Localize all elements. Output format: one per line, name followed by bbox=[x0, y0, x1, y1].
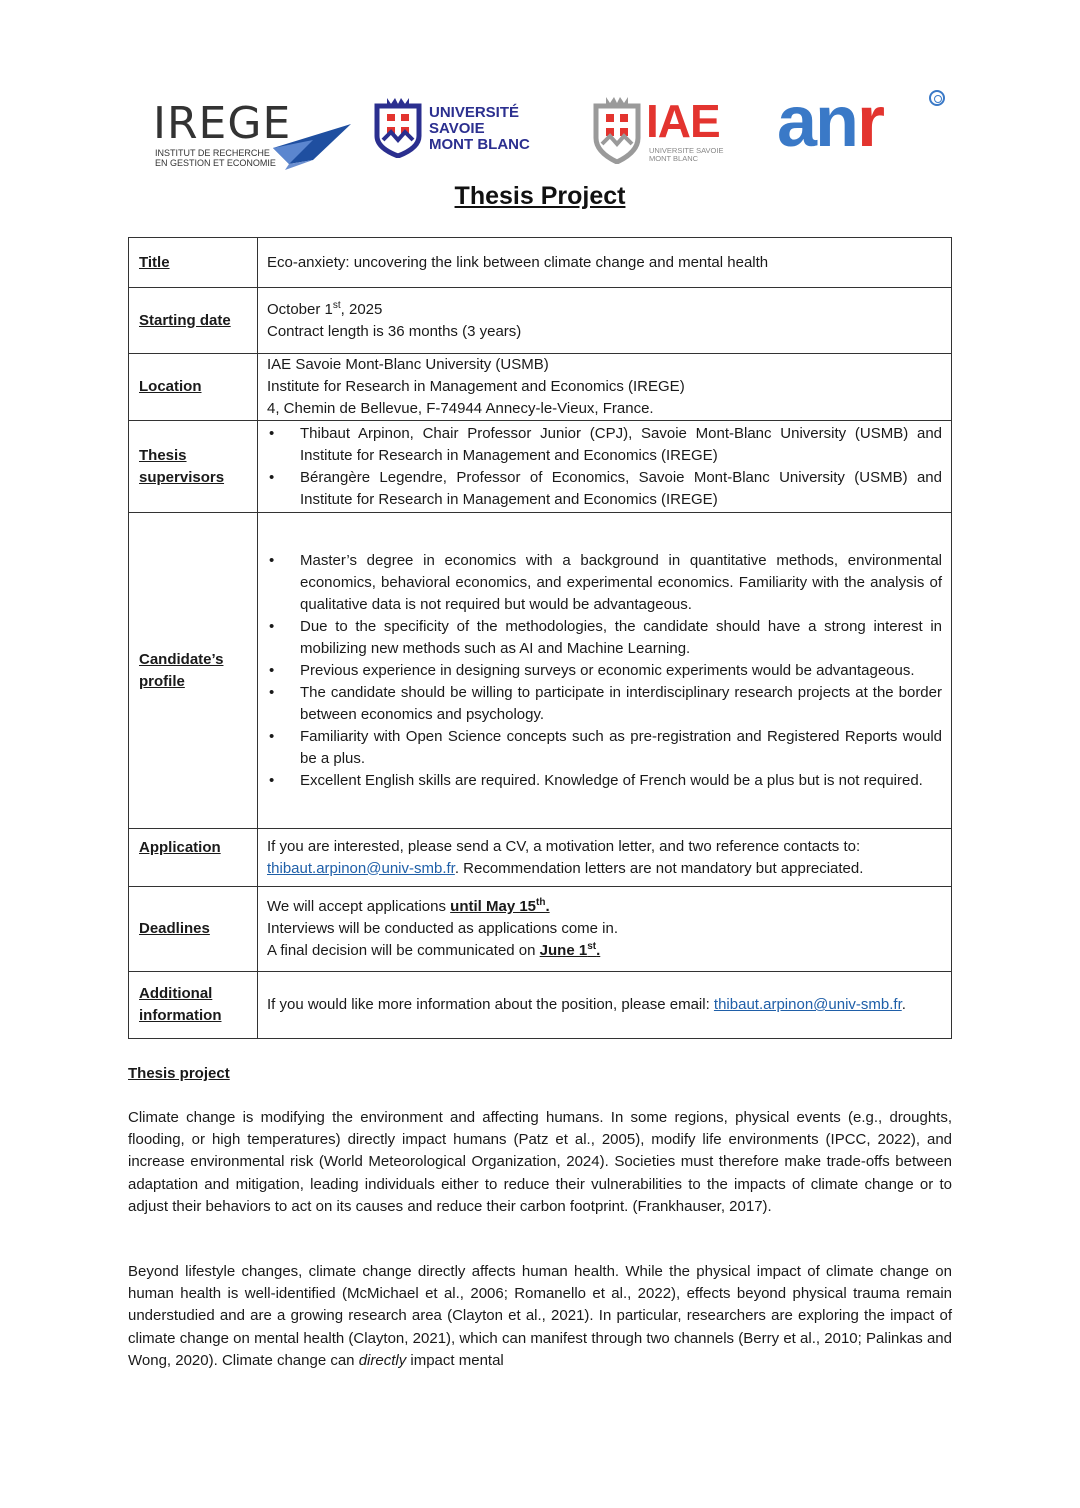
table-row-additional bbox=[129, 972, 952, 1039]
profile-label-line2: profile bbox=[139, 672, 185, 690]
paragraph bbox=[128, 1261, 952, 1372]
irege-wordmark: IREGE bbox=[153, 98, 292, 149]
deadlines-value bbox=[258, 887, 952, 972]
deadline-line2: Interviews will be conducted as applications come in. bbox=[267, 920, 619, 937]
additional-email-link[interactable]: thibaut.arpinon@univ-smb.fr bbox=[713, 996, 902, 1013]
profile-label-line1: Candidate’s bbox=[139, 650, 224, 668]
decision-date-end: . bbox=[596, 942, 601, 959]
table-row-profile bbox=[129, 513, 952, 829]
anr-wordmark bbox=[777, 82, 884, 162]
table-row-deadlines bbox=[129, 887, 952, 972]
table-row-location bbox=[129, 354, 952, 421]
list-item: • Due to the specificity of the methodologies, the candidate should have a strong interest in mobilizing new methods such as AI and Machine Learning. bbox=[267, 616, 942, 660]
starting-date-sup: st bbox=[332, 299, 341, 311]
profile-value bbox=[258, 513, 952, 829]
anr-wordmark-r: r bbox=[857, 82, 884, 162]
section-heading: Thesis project bbox=[128, 1065, 230, 1082]
paragraph-text: Beyond lifestyle changes, climate change directly affects human health. While the physical impact of climate change on human health is well-identified (McMichael et al., 2006; Romanello et al., 2022), effects beyond physical trauma remain understudied and are a growing research area (Clayton et al., 2021). In particular, researchers are exploring the impact of climate change on mental health (Clayton, 2021), which can manifest through two channels (Berry et al., 2010; Palinkas and Wong, 2020). Climate change can bbox=[128, 1263, 952, 1369]
location-line: Institute for Research in Management and Economics (IREGE) bbox=[267, 378, 685, 395]
additional-label-line2: information bbox=[139, 1007, 222, 1024]
decision-date: June 1 bbox=[539, 942, 588, 959]
additional-text: If you would like more information about the position, please email: bbox=[267, 996, 714, 1013]
deadline-date-end: . bbox=[545, 898, 550, 915]
supervisors-value bbox=[258, 421, 952, 513]
decision-date-sup: st bbox=[587, 941, 597, 952]
paragraph-text-end: impact mental bbox=[406, 1351, 504, 1369]
location-value bbox=[258, 354, 952, 421]
irege-logo bbox=[153, 100, 353, 170]
paragraph: Climate change is modifying the environment and affecting humans. In some regions, physical events (e.g., droughts, flooding, or high temperatures) directly impact humans (Patz et al., 2005), modify life environments (IPCC, 2022), and increase environmental risk (World Meteorological Organization, 2024). Societies must therefore make trade-offs between adaptation and mitigation, leading individuals either to reduce their vulnerabilities to the impacts of climate change or to adjust their behaviors to act on its causes and reduce their carbon footprint. (Frankhauser, 2017). bbox=[128, 1109, 952, 1215]
application-value bbox=[258, 829, 952, 887]
table-row-starting-date bbox=[129, 288, 952, 354]
deadline-date-sup: th bbox=[536, 897, 546, 908]
list-item: • Bérangère Legendre, Professor of Economics, Savoie Mont-Blanc University (USMB) and Institute for Research in Management and Economics (IREGE) bbox=[267, 467, 942, 511]
deadlines-label: Deadlines bbox=[129, 887, 258, 972]
table-row-supervisors bbox=[129, 421, 952, 513]
usmb-line2: SAVOIE bbox=[429, 120, 485, 137]
anr-wordmark-an: an bbox=[777, 82, 858, 162]
additional-label-line1: Additional bbox=[139, 985, 213, 1002]
starting-date bbox=[267, 299, 942, 321]
deadline-line1 bbox=[267, 896, 942, 918]
supervisors-label bbox=[129, 421, 258, 513]
title-value: Eco-anxiety: uncovering the link between climate change and mental health bbox=[258, 238, 952, 288]
supervisors-label-line2: supervisors bbox=[139, 468, 225, 486]
irege-subtitle-line2: EN GESTION ET ECONOMIE bbox=[155, 158, 276, 168]
application-label: Application bbox=[129, 829, 258, 887]
starting-date-year: , 2025 bbox=[340, 300, 383, 318]
iae-subtitle-line1: UNIVERSITE SAVOIE bbox=[649, 146, 724, 155]
registered-mark-icon bbox=[929, 90, 945, 106]
application-text: If you are interested, please send a CV, a motivation letter, and two reference contacts to: bbox=[267, 837, 861, 855]
list-item: • The candidate should be willing to participate in interdisciplinary research projects at the border between economics and psychology. bbox=[267, 682, 942, 726]
irege-subtitle-line1: INSTITUT DE RECHERCHE bbox=[155, 148, 270, 158]
deadline-line3-text: A final decision will be communicated on bbox=[267, 942, 540, 959]
additional-value bbox=[258, 972, 952, 1039]
title-label: Title bbox=[129, 238, 258, 288]
list-item: • Thibaut Arpinon, Chair Professor Junior (CPJ), Savoie Mont-Blanc University (USMB) and Institute for Research in Management and Economics (IREGE) bbox=[267, 423, 942, 467]
list-item: • Excellent English skills are required. Knowledge of French would be a plus but is not required. bbox=[267, 770, 942, 792]
application-email-link[interactable]: thibaut.arpinon@univ-smb.fr bbox=[267, 859, 455, 877]
list-item: • Master’s degree in economics with a background in quantitative methods, environmental economics, behavioral economics, and experimental economics. Familiarity with the analysis of qualitative data is not required but would be advantageous. bbox=[267, 550, 942, 616]
additional-label bbox=[129, 972, 258, 1039]
deadline-line1-text: We will accept applications bbox=[267, 898, 451, 915]
supervisors-label-line1: Thesis bbox=[139, 446, 187, 464]
iae-subtitle-line2: MONT BLANC bbox=[649, 154, 699, 163]
list-item: • Familiarity with Open Science concepts such as pre-registration and Registered Reports would be a plus. bbox=[267, 726, 942, 770]
starting-date-value bbox=[258, 288, 952, 354]
iae-logo bbox=[592, 94, 742, 166]
usmb-logo bbox=[373, 96, 553, 160]
profile-label bbox=[129, 513, 258, 829]
anr-logo bbox=[777, 82, 957, 162]
application-text-end: . Recommendation letters are not mandatory but appreciated. bbox=[454, 859, 864, 877]
deadline-date: until May 15 bbox=[450, 898, 537, 915]
contract-length: Contract length is 36 months (3 years) bbox=[267, 322, 522, 340]
irege-arrow-icon bbox=[273, 120, 353, 170]
table-row-application bbox=[129, 829, 952, 887]
deadline-line3 bbox=[267, 940, 942, 962]
iae-crest-icon bbox=[592, 94, 642, 164]
iae-wordmark: IAE bbox=[646, 95, 720, 147]
table-row-title bbox=[129, 238, 952, 288]
usmb-line1: UNIVERSITÉ bbox=[429, 104, 520, 121]
page-title: Thesis Project bbox=[454, 182, 626, 210]
usmb-line3: MONT BLANC bbox=[429, 136, 530, 153]
starting-date-label: Starting date bbox=[129, 288, 258, 354]
starting-date-text: October 1 bbox=[267, 300, 333, 318]
location-line: 4, Chemin de Bellevue, F-74944 Annecy-le-Vieux, France. bbox=[267, 400, 654, 417]
paragraph-emphasis: directly bbox=[358, 1351, 407, 1369]
location-line: IAE Savoie Mont-Blanc University (USMB) bbox=[267, 356, 549, 373]
usmb-crest-icon bbox=[373, 96, 423, 158]
location-label: Location bbox=[129, 354, 258, 421]
additional-text-end: . bbox=[901, 996, 906, 1013]
thesis-info-table bbox=[128, 237, 952, 1039]
logo-bar bbox=[0, 82, 1080, 172]
list-item: • Previous experience in designing surveys or economic experiments would be advantageous. bbox=[267, 660, 942, 682]
